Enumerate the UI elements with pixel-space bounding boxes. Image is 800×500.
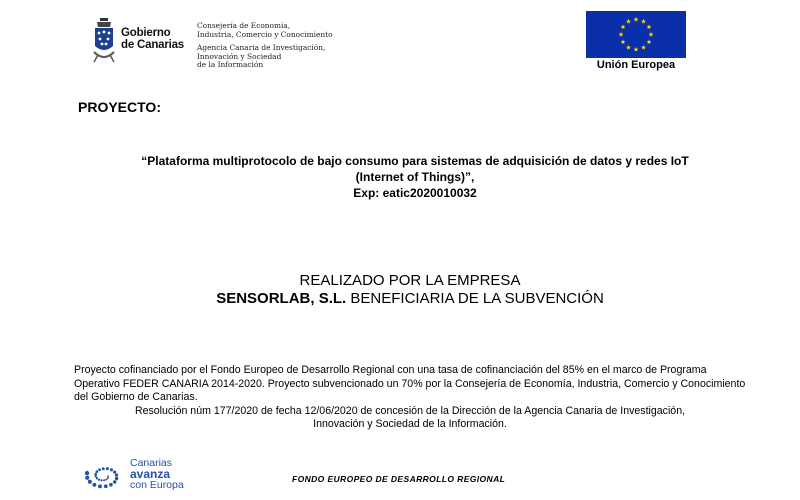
avanza-dot-icon (113, 480, 117, 484)
avanza-dot-icon (110, 468, 113, 471)
avanza-dot-icon (85, 471, 89, 475)
avanza-dot-icon (115, 477, 118, 480)
realizado-line1: REALIZADO POR LA EMPRESA (299, 272, 521, 289)
resolucion-line2: Innovación y Sociedad de la Información. (313, 418, 507, 430)
project-title-line2: (Internet of Things)”, (355, 170, 475, 184)
eu-flag-icon (586, 11, 686, 58)
avanza-dot-icon (92, 483, 96, 487)
canarias-avanza-logo (84, 454, 214, 496)
cofinanciacion-paragraph: Proyecto cofinanciado por el Fondo Europeo de Desarrollo Regional con una tasa de cofinanciación del 85% en el marco de Programa Operativo FEDER CANARIA 2014-2020. Proyecto subvencionado un 70% por la Consejería de Economía, Industria, Comercio y Conocimiento del Gobierno de Canarias. (74, 364, 746, 403)
eu-star-icon (619, 32, 624, 37)
avanza-text (130, 458, 184, 491)
gobierno-name-line2: de Canarias (121, 39, 184, 51)
avanza-line2: avanza (130, 466, 171, 481)
project-title (90, 153, 740, 201)
avanza-dot-icon (106, 467, 109, 470)
feder-text: FONDO EUROPEO DE DESARROLLO REGIONAL (292, 474, 506, 484)
eu-stars-icon (586, 11, 686, 58)
eu-star-icon (634, 17, 639, 22)
dept-line-3: Agencia Canaria de Investigación, (197, 43, 326, 53)
resolucion-line1: Resolución núm 177/2020 de fecha 12/06/2020 de concesión de la Dirección de la Agencia Canaria de Investigación, (134, 404, 686, 417)
avanza-dot-icon (103, 479, 105, 481)
project-exp: Exp: eatic2020010032 (353, 186, 477, 200)
avanza-dot-icon (98, 479, 100, 481)
avanza-line3: con Europa (130, 479, 184, 491)
avanza-dot-icon (85, 476, 89, 480)
dept-line-1: Consejería de Economía, (197, 21, 291, 30)
avanza-dot-icon (94, 473, 97, 476)
avanza-dot-icon (96, 477, 98, 479)
realizado-line2 (100, 290, 720, 308)
gobierno-name (121, 27, 184, 51)
eu-star-icon (649, 32, 654, 37)
avanza-dot-icon (105, 479, 107, 481)
canarias-coat-of-arms-icon (92, 18, 116, 64)
dept-line-4: Innovación y Sociedad (197, 51, 282, 61)
eu-star-icon (641, 45, 646, 50)
avanza-swirl-icon (84, 456, 124, 496)
avanza-dot-icon (101, 479, 103, 481)
dept-line-5: de la Información (197, 60, 264, 70)
eu-star-icon (634, 47, 639, 52)
eu-star-icon (647, 24, 652, 29)
beneficiaria-text: BENEFICIARIA DE LA SUBVENCIÓN (346, 290, 604, 307)
avanza-dot-icon (96, 470, 99, 473)
eu-star-icon (621, 39, 626, 44)
avanza-dot-icon (113, 470, 116, 473)
eu-star-icon (641, 19, 646, 24)
avanza-line1: Canarias (130, 457, 173, 469)
avanza-dot-icon (102, 467, 105, 470)
gobierno-canarias-logo (92, 18, 332, 82)
project-title-line1: “Plataforma multiprotocolo de bajo consumo para sistemas de adquisición de datos y redes IoT (141, 154, 689, 168)
avanza-dot-icon (109, 483, 113, 487)
eu-label: Unión Europea (596, 59, 676, 71)
proyecto-heading: PROYECTO: (78, 99, 161, 115)
gobierno-name-line1: Gobierno (121, 27, 171, 39)
company-name: SENSORLAB, S.L. (216, 290, 347, 307)
dept-line-2: Industria, Comercio y Conocimiento (197, 29, 333, 39)
avanza-dot-icon (98, 484, 102, 488)
gobierno-department (197, 22, 333, 70)
eu-star-icon (621, 24, 626, 29)
avanza-dot-icon (115, 473, 118, 476)
avanza-dot-icon (88, 480, 92, 484)
resolucion-paragraph (74, 405, 746, 432)
realizado-block (100, 272, 720, 308)
eu-star-icon (647, 39, 652, 44)
eu-star-icon (626, 45, 631, 50)
union-europea-logo (584, 11, 688, 73)
avanza-dot-icon (94, 475, 96, 477)
avanza-dot-icon (98, 468, 101, 471)
eu-star-icon (626, 19, 631, 24)
avanza-dot-icon (104, 484, 108, 488)
cofinanciacion-text (74, 364, 746, 432)
